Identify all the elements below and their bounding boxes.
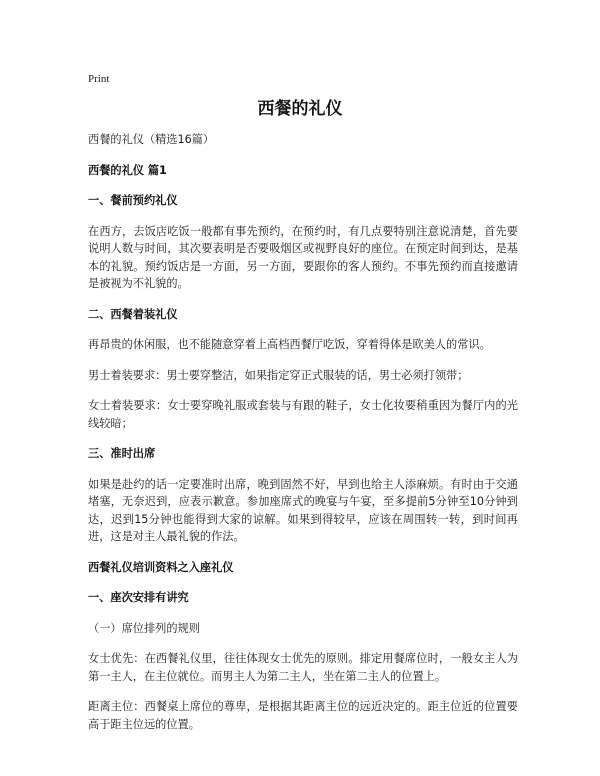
section-heading: 三、准时出席 bbox=[88, 447, 156, 460]
paragraph: 距离主位：西餐桌上席位的尊卑，是根据其距离主位的远近决定的。距主位近的位置要高于距主位远的位置。 bbox=[88, 700, 518, 731]
article-heading: 西餐的礼仪 篇1 bbox=[88, 163, 167, 177]
paragraph: 再昂贵的休闲服，也不能随意穿着上高档西餐厅吃饭，穿着得体是欧美人的常识。 bbox=[88, 338, 491, 351]
print-link[interactable]: Print bbox=[88, 73, 110, 85]
paragraph: 男士着装要求：男士要穿整洁，如果指定穿正式服装的话，男士必须打领带； bbox=[88, 368, 469, 382]
page-title: 西餐的礼仪 bbox=[257, 99, 343, 119]
paragraph: 女士着装要求：女士要穿晚礼服或套装与有跟的鞋子，女士化妆要稍重因为餐厅内的光线较暗； bbox=[88, 399, 518, 430]
article-subtitle: 西餐的礼仪（精选16篇） bbox=[88, 133, 215, 146]
section-heading: 一、座次安排有讲究 bbox=[88, 591, 189, 604]
paragraph: 在西方，去饭店吃饭一般都有事先预约，在预约时，有几点要特别注意说清楚，首先要说明人数与时间，其次要表明是否要吸烟区或视野良好的座位。在预定时间到达，是基本的礼貌。预约饭店是一方面，另一方面，要跟你的客人预约。不事先预约而直接邀请是被视为不礼貌的。 bbox=[88, 224, 518, 290]
paragraph: 如果是赴约的话一定要准时出席，晚到固然不好，早到也给主人添麻烦。有时由于交通堵塞，无奈迟到，应表示歉意。参加座席式的晚宴与午宴，至多提前5分钟至10分钟到达，迟到15分钟也能得到大家的谅解。如果到得较早，应该在周围转一转，到时间再进，这是对主人最礼貌的作法。 bbox=[88, 477, 518, 543]
subsection-heading: （一）席位排列的规则 bbox=[88, 621, 200, 635]
paragraph: 女士优先：在西餐礼仪里，往往体现女士优先的原则。排定用餐席位时，一般女主人为第一主人，在主位就位。而男主人为第二主人，坐在第二主人的位置上。 bbox=[88, 652, 518, 683]
section-heading: 一、餐前预约礼仪 bbox=[88, 194, 178, 207]
article-body bbox=[88, 131, 518, 746]
section-heading: 西餐礼仪培训资料之入座礼仪 bbox=[88, 560, 234, 574]
section-heading: 二、西餐着装礼仪 bbox=[88, 307, 178, 321]
